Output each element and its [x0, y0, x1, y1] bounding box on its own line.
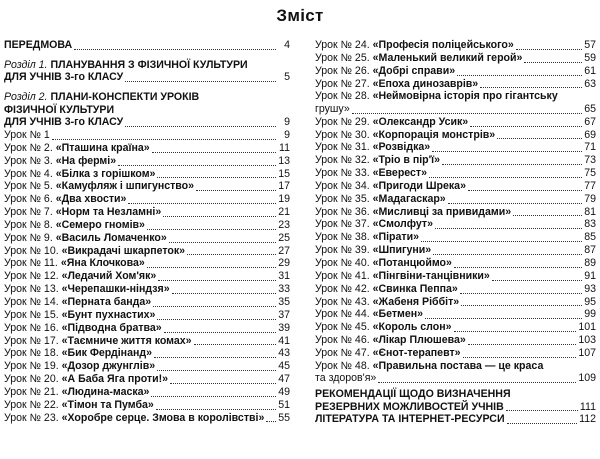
toc-page-number: 17: [278, 180, 290, 193]
toc-page-number: 61: [584, 64, 596, 77]
dot-leader: [125, 126, 276, 127]
toc-page-number: 23: [278, 218, 290, 231]
toc-page-number: 43: [278, 347, 290, 360]
dot-leader: [151, 396, 276, 397]
toc-page-number: 65: [584, 102, 596, 115]
dot-leader: [524, 62, 582, 63]
toc-entry-label: Урок № 32. «Тріо в пір'ї»: [315, 154, 441, 167]
toc-entry-lesson-48[interactable]: [315, 360, 596, 385]
toc-entry-label: Урок № 33. «Еверест»: [315, 167, 428, 180]
dot-leader: [158, 280, 276, 281]
toc-page-number: 29: [278, 257, 290, 270]
toc-entry-label: Урок № 10. «Викрадачі шкарпеток»: [4, 244, 186, 257]
dot-leader: [454, 267, 582, 268]
toc-entry-lesson[interactable]: [4, 206, 290, 219]
dot-leader: [454, 331, 577, 332]
toc-entry-lesson[interactable]: [315, 296, 596, 309]
toc-entry-label: Урок № 31. «Розвідка»: [315, 141, 431, 154]
toc-entry-lesson[interactable]: [315, 347, 596, 360]
toc-entry-lesson[interactable]: [315, 334, 596, 347]
toc-entry-label: Урок № 25. «Маленький великий герой»: [315, 51, 523, 64]
toc-page-number: 4: [284, 39, 290, 51]
toc-entry-lesson[interactable]: [315, 65, 596, 78]
toc-page-number: 95: [584, 295, 596, 308]
section-title: ПЛАНИ-КОНСПЕКТИ УРОКІВ: [50, 91, 200, 104]
dot-leader: [513, 215, 582, 216]
dot-leader: [506, 410, 578, 411]
toc-entry-lesson[interactable]: [315, 39, 596, 52]
toc-entry-lesson[interactable]: [4, 155, 290, 168]
toc-page-number: 107: [578, 346, 596, 359]
toc-entry-label: Урок № 7. «Норм та Незламні»: [4, 206, 162, 219]
toc-page-number: 49: [278, 385, 290, 398]
dot-leader: [172, 293, 276, 294]
toc-entry-label: Урок № 40. «Потанцюймо»: [315, 257, 452, 269]
toc-entry-label: Урок № 23. «Хоробре серце. Змова в королівстві»: [4, 411, 265, 424]
dot-leader: [435, 228, 582, 229]
toc-page-number: 79: [584, 192, 596, 205]
toc-entry-label: Урок № 46. «Лікар Плюшева»: [315, 334, 466, 347]
toc-entry-label: РЕКОМЕНДАЦІЇ ЩОДО ВИЗНАЧЕННЯ: [315, 388, 511, 401]
dot-leader: [164, 332, 276, 333]
toc-entry-label: Урок № 4. «Білка з горішком»: [4, 167, 156, 180]
dot-leader: [125, 81, 276, 82]
section-title-cont: ДЛЯ УЧНІВ 3-го КЛАСУ: [4, 71, 124, 84]
dot-leader: [468, 344, 577, 345]
toc-entry-lesson[interactable]: [4, 193, 290, 206]
toc-entry-lesson[interactable]: [4, 257, 290, 270]
dot-leader: [157, 370, 276, 371]
toc-page-number: 9: [284, 129, 290, 142]
section-prefix: Розділ 2.: [4, 91, 48, 104]
dot-leader: [429, 177, 582, 178]
toc-entry-lesson[interactable]: [315, 308, 596, 321]
toc-entry-lesson[interactable]: [4, 360, 290, 373]
toc-entry-recommendations[interactable]: [315, 388, 596, 413]
toc-entry-lesson[interactable]: [4, 296, 290, 309]
toc-page-number: 15: [278, 167, 290, 180]
toc-entry-lesson[interactable]: [315, 206, 596, 219]
toc-page-number: 9: [284, 116, 290, 129]
toc-entry-lesson[interactable]: [315, 321, 596, 334]
toc-entry-label: Урок № 29. «Олександр Усик»: [315, 115, 469, 128]
toc-page-number: 37: [278, 308, 290, 321]
toc-page-number: 59: [584, 51, 596, 64]
toc-page-number: 35: [278, 296, 290, 308]
toc-page-number: 33: [278, 283, 290, 296]
toc-entry-lesson[interactable]: [4, 142, 290, 155]
dot-leader: [352, 113, 582, 114]
dot-leader: [118, 165, 276, 166]
toc-entry-lesson[interactable]: [4, 309, 290, 322]
lesson-list-right-a: [315, 39, 596, 90]
dot-leader: [507, 423, 578, 424]
dot-leader: [432, 151, 582, 152]
dot-leader: [147, 229, 276, 230]
toc-entry-lesson[interactable]: [315, 244, 596, 257]
toc-entry-label: Урок № 47. «Єнот-терапевт»: [315, 346, 461, 359]
toc-entry-lesson[interactable]: [4, 386, 290, 399]
dot-leader: [266, 421, 276, 422]
toc-entry-lesson[interactable]: [315, 141, 596, 154]
lesson-list-left: [4, 129, 290, 424]
toc-page-number: 112: [579, 413, 596, 426]
toc-entry-lesson[interactable]: [315, 193, 596, 206]
lesson-list-right-b: [315, 116, 596, 360]
dot-leader: [460, 293, 582, 294]
dot-leader: [442, 164, 582, 165]
dot-leader: [492, 280, 582, 281]
toc-entry-lesson[interactable]: [315, 78, 596, 91]
toc-entry-label: Урок № 21. «Людина-маска»: [4, 385, 150, 398]
toc-entry-lesson[interactable]: [315, 257, 596, 270]
toc-entry-lesson[interactable]: [315, 218, 596, 231]
dot-leader: [448, 203, 582, 204]
dot-leader: [196, 190, 276, 191]
dot-leader: [187, 254, 276, 255]
dot-leader: [147, 267, 276, 268]
toc-page-number: 89: [584, 257, 596, 269]
toc-page-number: 73: [584, 154, 596, 167]
toc-entry-label: Урок № 9. «Василь Ломаченко»: [4, 231, 167, 244]
toc-section-1[interactable]: [4, 59, 290, 84]
toc-entry-label: Урок № 48. «Правильна постава — це краса: [315, 359, 544, 372]
dot-leader: [163, 216, 276, 217]
toc-entry-lesson[interactable]: [315, 167, 596, 180]
toc-entry-label: Урок № 34. «Пригоди Шрека»: [315, 179, 466, 192]
dot-leader: [153, 306, 276, 307]
toc-entry-label: Урок № 27. «Епоха динозаврів»: [315, 77, 479, 90]
toc-page-number: 45: [278, 360, 290, 373]
toc-page-number: 75: [584, 167, 596, 180]
dot-leader: [170, 383, 276, 384]
toc-entry-lesson[interactable]: [4, 373, 290, 386]
toc-entry-label: Урок № 8. «Семеро гномів»: [4, 218, 145, 231]
dot-leader: [457, 75, 582, 76]
toc-entry-label: Урок № 5. «Камуфляж і шпигунство»: [4, 180, 195, 193]
toc-page-number: 47: [278, 373, 290, 386]
toc-entry-lesson[interactable]: [4, 335, 290, 348]
toc-page-number: 71: [584, 141, 596, 154]
toc-entry-intro[interactable]: [4, 39, 290, 52]
toc-entry-lesson[interactable]: [315, 154, 596, 167]
toc-entry-label: Урок № 42. «Свинка Пеппа»: [315, 282, 458, 295]
toc-entry-label: Урок № 22. «Тімон та Пумба»: [4, 398, 154, 411]
toc-entry-lesson[interactable]: [315, 180, 596, 193]
dot-leader: [128, 203, 276, 204]
toc-entry-label: Урок № 18. «Бик Фердінанд»: [4, 347, 152, 360]
toc-entry-label: Урок № 17. «Таємниче життя комах»: [4, 334, 192, 347]
toc-entry-lesson[interactable]: [4, 270, 290, 283]
toc-entry-lesson[interactable]: [4, 322, 290, 335]
section-title-cont: ДЛЯ УЧНІВ 3-го КЛАСУ: [4, 116, 124, 129]
toc-entry-lesson[interactable]: [4, 168, 290, 181]
dot-leader: [421, 241, 582, 242]
dot-leader: [74, 49, 276, 50]
dot-leader: [468, 190, 582, 191]
toc-entry-label: Урок № 14. «Перната банда»: [4, 296, 152, 308]
dot-leader: [480, 87, 582, 88]
toc-entry-label: Урок № 30. «Корпорація монстрів»: [315, 128, 496, 141]
toc-entry-lesson[interactable]: [4, 180, 290, 193]
toc-entry-label-cont: та здоров'я»: [315, 372, 377, 385]
dot-leader: [470, 126, 582, 127]
dot-leader: [461, 305, 582, 306]
toc-entry-lesson[interactable]: [4, 399, 290, 412]
toc-entry-label: Урок № 2. «Пташина країна»: [4, 141, 150, 154]
toc-page-number: 55: [278, 411, 290, 424]
toc-page-number: 111: [579, 400, 596, 413]
toc-entry-label: Урок № 15. «Бунт пухнастих»: [4, 308, 156, 321]
toc-page-number: 87: [584, 244, 596, 257]
toc-entry-label: Урок № 20. «А Баба Яга проти!»: [4, 373, 169, 386]
toc-page-number: 19: [278, 193, 290, 206]
toc-entry-label: Урок № 12. «Ледачий Хом'як»: [4, 270, 157, 283]
toc-entry-lesson[interactable]: [4, 412, 290, 425]
toc-page-number: 101: [578, 321, 596, 334]
dot-leader: [157, 177, 276, 178]
toc-entry-label: Урок № 24. «Професія поліцейського»: [315, 39, 514, 51]
toc-page-number: 57: [584, 39, 596, 51]
toc-page-number: 69: [584, 128, 596, 141]
toc-page-number: 25: [278, 231, 290, 244]
toc-entry-label: Урок № 43. «Жабеня Ріббіт»: [315, 295, 460, 308]
toc-entry-lesson[interactable]: [4, 129, 290, 142]
toc-entry-label: Урок № 1: [4, 129, 50, 142]
toc-entry-label: Урок № 28. «Неймовірна історія про гігантську: [315, 90, 558, 103]
toc-page-number: 83: [584, 218, 596, 231]
toc-entry-label: ЛІТЕРАТУРА ТА ІНТЕРНЕТ-РЕСУРСИ: [315, 413, 505, 426]
dot-leader: [52, 139, 276, 140]
toc-page-number: 41: [278, 334, 290, 347]
toc-entry-label: Урок № 35. «Мадагаскар»: [315, 192, 446, 205]
toc-section-2[interactable]: [4, 91, 290, 129]
toc-page-number: 39: [278, 321, 290, 334]
toc-page-number: 13: [278, 154, 290, 167]
dot-leader: [152, 152, 276, 153]
toc-entry-label: Урок № 11. «Яна Клочкова»: [4, 257, 145, 270]
toc-entry-literature[interactable]: [315, 413, 596, 426]
toc-entry-label: Урок № 3. «На фермі»: [4, 154, 117, 167]
toc-page-number: 91: [584, 269, 596, 282]
toc-entry-label-cont: грушу»: [315, 102, 350, 115]
dot-leader: [378, 382, 576, 383]
toc-entry-label: Урок № 39. «Шпигуни»: [315, 244, 432, 257]
toc-entry-label: Урок № 38. «Пірати»: [315, 231, 419, 244]
toc-entry-lesson[interactable]: [4, 283, 290, 296]
toc-entry-label-cont: РЕЗЕРВНИХ МОЖЛИВОСТЕЙ УЧНІВ: [315, 400, 504, 413]
toc-page-number: 77: [584, 179, 596, 192]
dot-leader: [425, 318, 582, 319]
toc-page-number: 63: [584, 77, 596, 90]
toc-page-number: 93: [584, 282, 596, 295]
toc-entry-lesson[interactable]: [315, 52, 596, 65]
toc-page-number: 51: [278, 398, 290, 411]
toc-entry-lesson[interactable]: [4, 347, 290, 360]
section-title-cont: ФІЗИЧНОЇ КУЛЬТУРИ: [4, 103, 115, 116]
dot-leader: [169, 242, 276, 243]
toc-page-number: 103: [578, 334, 596, 347]
toc-entry-lesson[interactable]: [4, 219, 290, 232]
toc-entry-label: Урок № 45. «Король слон»: [315, 321, 452, 334]
toc-entry-label: Урок № 36. «Мисливці за привидами»: [315, 205, 512, 218]
dot-leader: [497, 138, 582, 139]
toc-page-number: 109: [578, 372, 596, 385]
toc-entry-label: ПЕРЕДМОВА: [4, 39, 73, 51]
dot-leader: [463, 357, 577, 358]
toc-entry-lesson[interactable]: [315, 129, 596, 142]
dot-leader: [154, 357, 276, 358]
toc-page-number: 99: [584, 308, 596, 321]
toc-entry-lesson[interactable]: [315, 116, 596, 129]
dot-leader: [157, 319, 276, 320]
toc-entry-label: Урок № 16. «Підводна братва»: [4, 321, 162, 334]
toc-page-number: 67: [584, 115, 596, 128]
toc-page-number: 81: [584, 205, 596, 218]
toc-entry-label: Урок № 19. «Дозор джунглів»: [4, 360, 156, 373]
section-prefix: Розділ 1.: [4, 58, 48, 71]
toc-entry-label: Урок № 37. «Смолфут»: [315, 218, 434, 231]
toc-page-number: 21: [278, 206, 290, 219]
toc-entry-lesson[interactable]: [315, 270, 596, 283]
toc-page-number: 31: [278, 270, 290, 283]
toc-entry-label: Урок № 6. «Два хвости»: [4, 193, 127, 206]
toc-left-column: [4, 39, 290, 424]
toc-right-column: [315, 39, 596, 426]
toc-entry-lesson[interactable]: [4, 245, 290, 258]
toc-entry-lesson[interactable]: [315, 231, 596, 244]
toc-page-number: 11: [279, 141, 290, 154]
dot-leader: [156, 409, 276, 410]
dot-leader: [516, 49, 582, 50]
toc-entry-label: Урок № 44. «Бетмен»: [315, 308, 424, 321]
toc-entry-lesson-28[interactable]: [315, 90, 596, 115]
toc-page-number: 27: [278, 244, 290, 257]
dot-leader: [433, 254, 582, 255]
toc-page-number: 5: [284, 71, 290, 84]
section-title: ПЛАНУВАННЯ З ФІЗИЧНОЇ КУЛЬТУРИ: [50, 58, 248, 71]
toc-entry-lesson[interactable]: [315, 283, 596, 296]
toc-entry-label: Урок № 13. «Черепашки-ніндзя»: [4, 283, 170, 296]
toc-entry-label: Урок № 26. «Добрі справи»: [315, 64, 456, 77]
dot-leader: [194, 344, 276, 345]
toc-page-number: 85: [584, 231, 596, 244]
toc-entry-label: Урок № 41. «Пінгвіни-танцівники»: [315, 269, 490, 282]
toc-entry-lesson[interactable]: [4, 232, 290, 245]
page-title: Зміст: [276, 6, 324, 25]
